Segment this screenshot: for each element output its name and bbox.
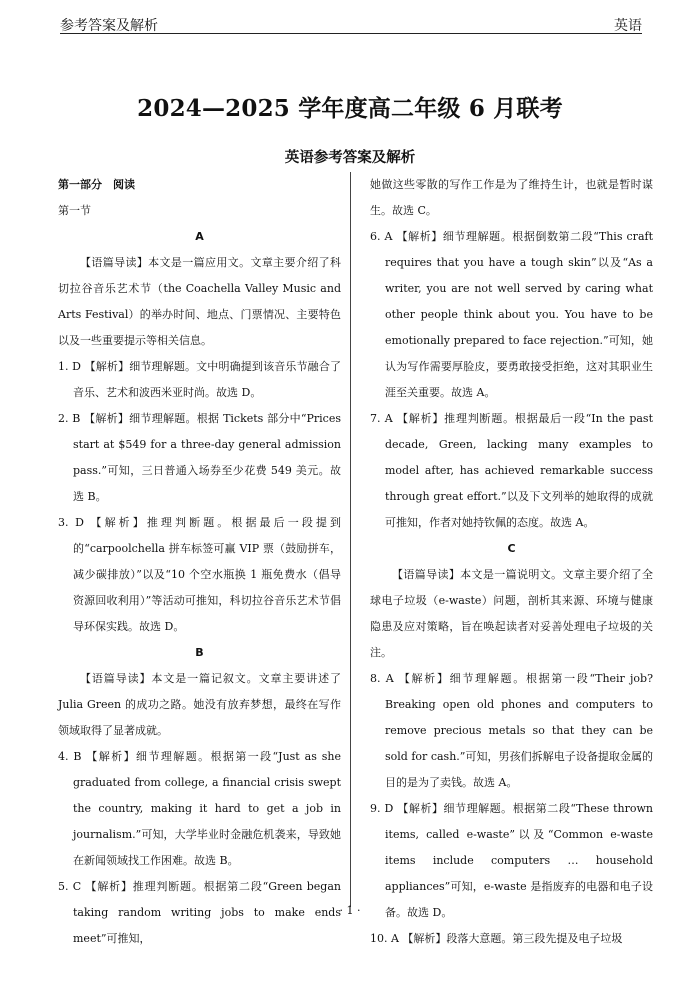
answer-5: 5. C 【解析】推理判断题。根据第二段“Green began taking random writing jobs to make ends meet”可推知， — [58, 880, 341, 945]
answer-10: 10. A 【解析】段落大意题。第三段先提及电子垃圾 — [370, 932, 623, 945]
page-subtitle: 英语参考答案及解析 — [284, 149, 416, 166]
passage-a-intro: 【语篇导读】本文是一篇应用文。文章主要介绍了科切拉谷音乐艺术节（the Coachella Valley Music and Arts Festival）的举办时间、地点、门票情况、主要特色以及一些重要提示等相关信息。 — [58, 256, 341, 347]
answer-2: 2. B 【解析】细节理解题。根据 Tickets 部分中“Prices start at $549 for a three-day general admission pass.”可知，三日普通入场券至少花费 549 美元。故选 B。 — [58, 412, 341, 503]
part-heading: 第一部分 阅读 — [58, 178, 135, 191]
answer-3: 3. D 【解析】推理判断题。根据最后一段提到的“carpoolchella 拼车标签可赢 VIP 票（鼓励拼车，减少碳排放）”以及“10 个空水瓶换 1 瓶免费水（倡导资源回收利用）”等活动可推知，科切拉谷音乐艺术节倡导环保实践。故选 D。 — [58, 516, 341, 633]
passage-c-heading: C — [507, 542, 516, 555]
answer-7: 7. A 【解析】推理判断题。根据最后一段“In the past decade, Green, lacking many examples to model after, has achieved remarkable success through great effort.”以及下文列举的她取得的成就可推知，作者对她持钦佩的态度。故选 A。 — [370, 412, 653, 529]
answer-5-continued: 她做这些零散的写作工作是为了维持生计，也就是暂时谋生。故选 C。 — [370, 178, 653, 217]
page-number: · 1 · — [339, 904, 361, 917]
answer-4: 4. B 【解析】细节理解题。根据第一段“Just as she graduated from college, a financial crisis swept the country, making it hard to get a job in journalism.”可知，大学毕业时金融危机袭来，导致她在新闻领域找工作困难。故选 B。 — [58, 750, 341, 867]
right-column — [370, 172, 653, 952]
header-left: 参考答案及解析 — [60, 18, 158, 34]
column-divider — [350, 172, 351, 907]
passage-b-intro: 【语篇导读】本文是一篇记叙文。文章主要讲述了 Julia Green 的成功之路。她没有放弃梦想，最终在写作领域取得了显著成就。 — [58, 672, 341, 737]
section-heading: 第一节 — [58, 204, 91, 217]
answer-1: 1. D 【解析】细节理解题。文中明确提到该音乐节融合了音乐、艺术和波西米亚时尚。故选 D。 — [58, 360, 341, 399]
answer-9: 9. D 【解析】细节理解题。根据第二段“These thrown items, called e-waste”以及“Common e-waste items include computers … household appliances”可知，e-waste 是指废弃的电器和电子设备。故选 D。 — [370, 802, 653, 919]
page-header — [60, 0, 642, 34]
answer-8: 8. A 【解析】细节理解题。根据第一段“Their job? Breaking open old phones and computers to remove precious metals so that they can be sold for cash.”可知，男孩们拆解电子设备提取金属的目的是为了卖钱。故选 A。 — [370, 672, 653, 789]
passage-b-heading: B — [195, 646, 204, 659]
answer-6: 6. A 【解析】细节理解题。根据倒数第二段“This craft requires that you have a tough skin”以及“As a writer, you are not well served by caring what other people think about you. You have to be emotionally prepared to face rejection.”可知，她认为写作需要厚脸皮，要勇敢接受拒绝，这对其职业生涯至关重要。故选 A。 — [370, 230, 653, 399]
passage-c-intro: 【语篇导读】本文是一篇说明文。文章主要介绍了全球电子垃圾（e-waste）问题，剖析其来源、环境与健康隐患及应对策略，旨在唤起读者对妥善处理电子垃圾的关注。 — [370, 568, 653, 659]
left-column — [58, 172, 341, 952]
header-right: 英语 — [614, 18, 642, 34]
passage-a-heading: A — [195, 230, 204, 243]
page-title: 2024—2025 学年度高二年级 6 月联考 — [137, 95, 563, 122]
